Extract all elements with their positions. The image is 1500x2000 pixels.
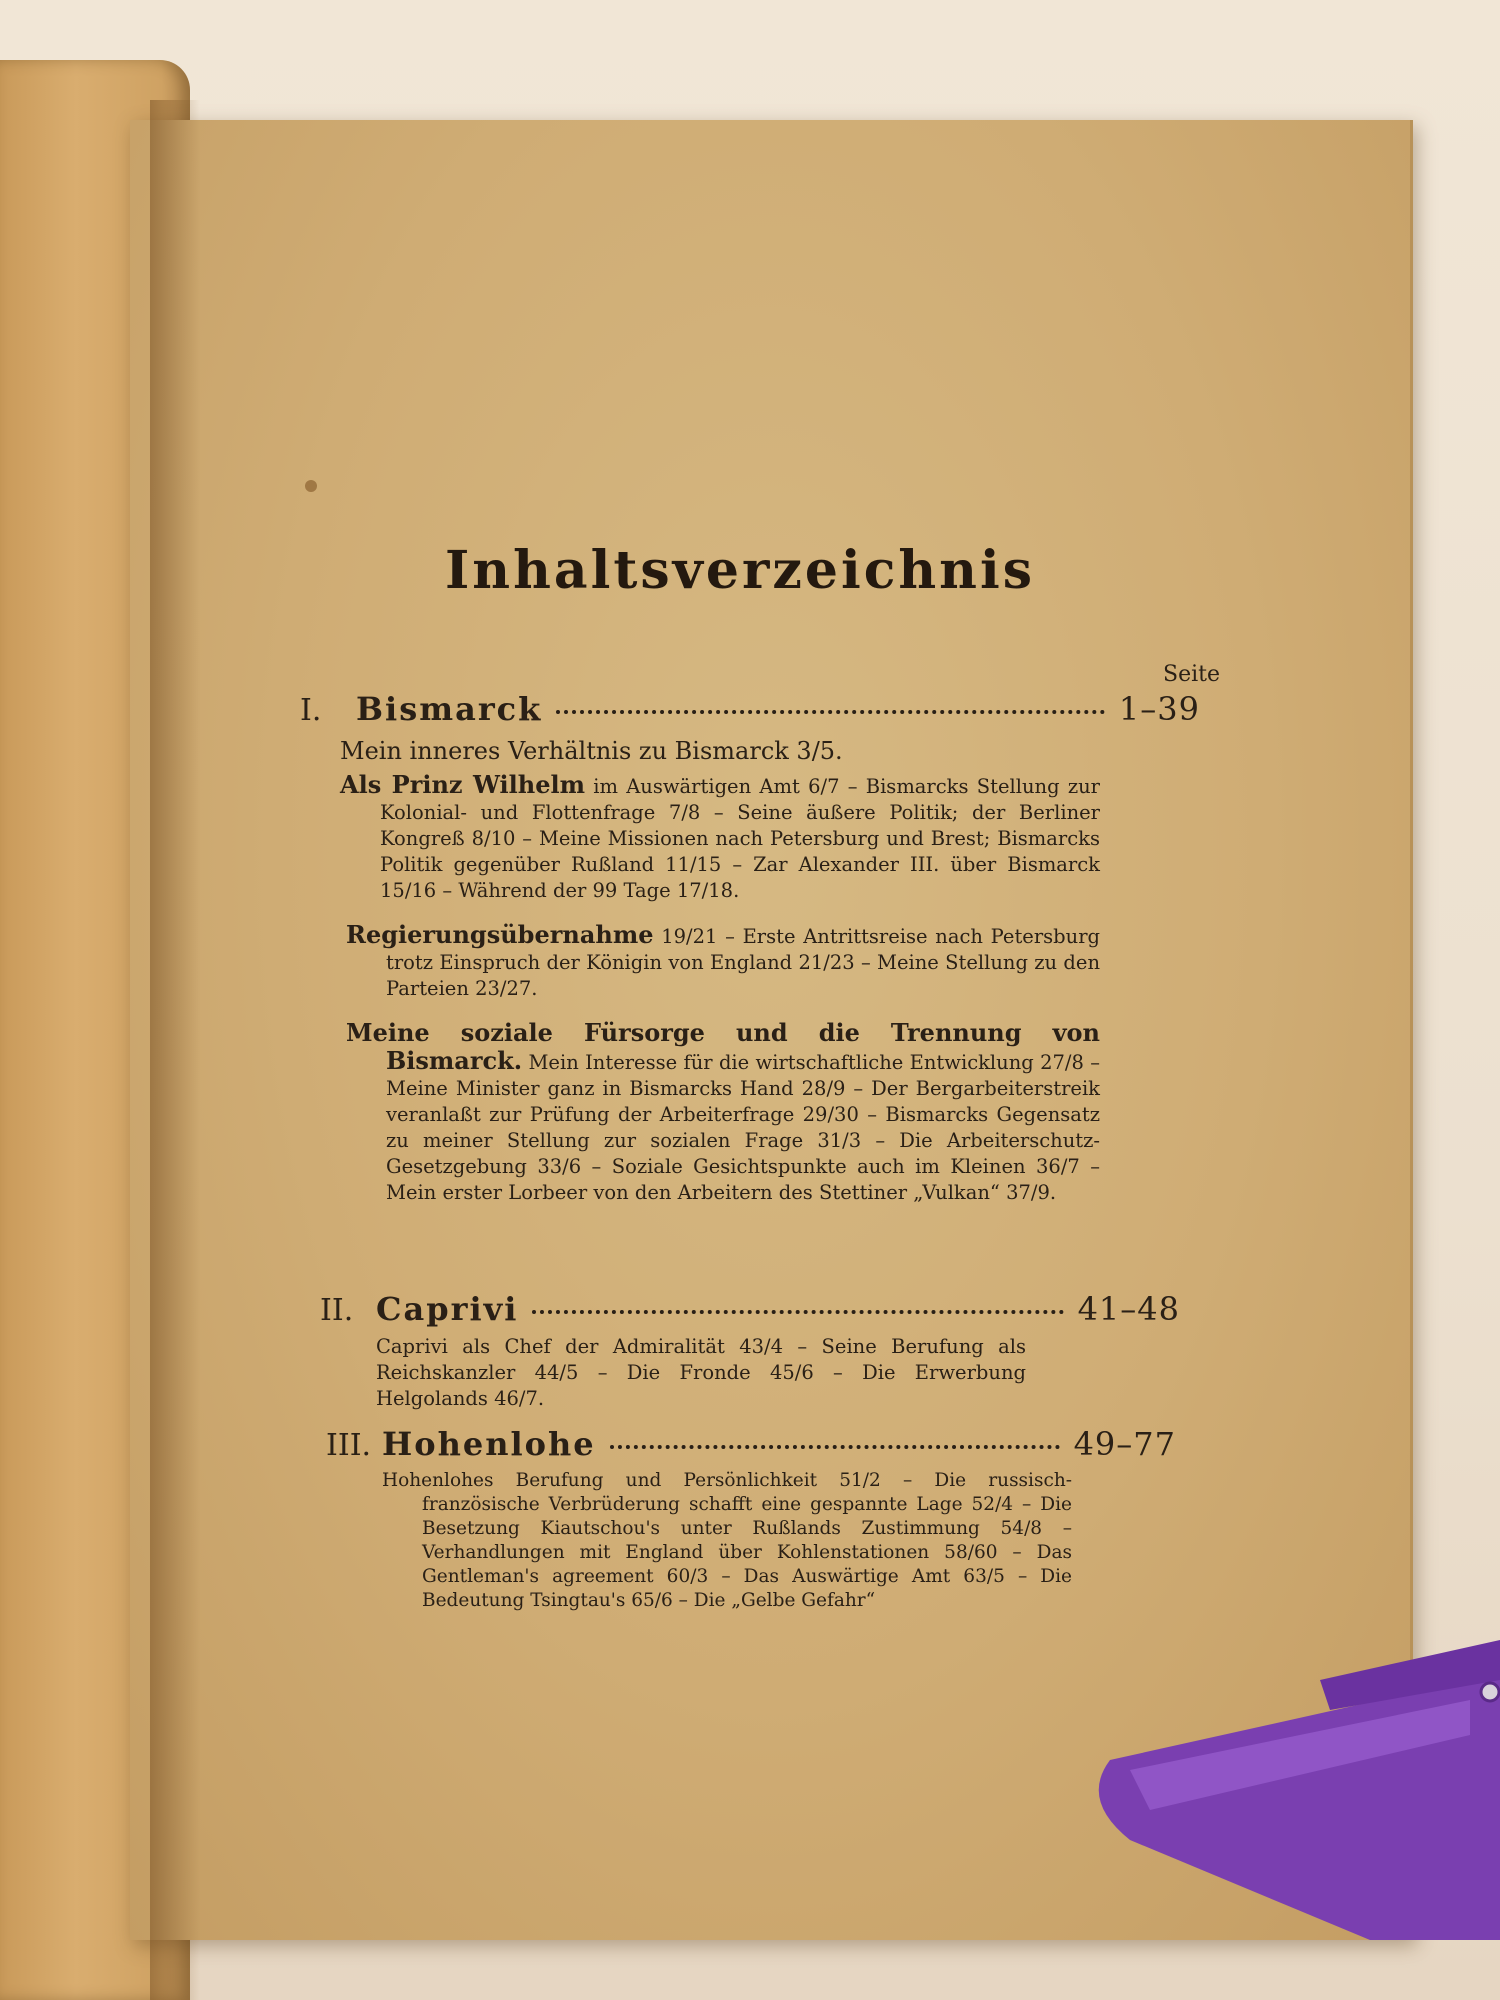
- chapter-name: Caprivi: [376, 1290, 519, 1328]
- chapter-summary: Hohenlohes Berufung und Persönlichkeit 51/2 – Die russisch-französische Verbrüderung schafft eine gespannte Lage 52/4 – Die Besetzung Kiautschou's unter Rußlands Zustimmung 54/8 – Verhandlungen mit England über Kohlenstationen 58/60 – Das Gentleman's agreement 60/3 – Das Auswärtige Amt 63/5 – Die Bedeutung Tsingtau's 65/6 – Die „Gelbe Gefahr“: [382, 1470, 1072, 1611]
- section-entry: [346, 1020, 1100, 1206]
- chapter-hohenlohe: [326, 1425, 1176, 1613]
- toc-title: Inhaltsverzeichnis: [444, 540, 1036, 601]
- page-stain: [305, 480, 317, 492]
- chapter-heading-row: [320, 1290, 1180, 1328]
- chapter-name: Bismarck: [356, 690, 543, 728]
- chapter-heading-row: [300, 690, 1200, 728]
- chapter-content: [340, 736, 1100, 1206]
- section-heading: Regierungsübernahme: [346, 920, 654, 949]
- chapter-number: II.: [320, 1293, 354, 1328]
- leader-dots: [556, 710, 1105, 714]
- section-text: 19/21 – Erste Antrittsreise nach Petersburg trotz Einspruch der Königin von England 21/23 – Meine Stellung zu den Parteien 23/27.: [386, 925, 1100, 1000]
- section-text: im Auswärtigen Amt 6/7 – Bismarcks Stellung zur Kolonial- und Flottenfrage 7/8 – Seine äußere Politik; der Berliner Kongreß 8/10 – Meine Missionen nach Petersburg und Brest; Bismarcks Politik gegenüber Rußland 11/15 – Zar Alexander III. über Bismarck 15/16 – Während der 99 Tage 17/18.: [380, 775, 1100, 902]
- chapter-pages: 49–77: [1073, 1425, 1176, 1463]
- leader-dots: [610, 1445, 1060, 1449]
- chapter-intro: Mein inneres Verhältnis zu Bismarck 3/5.: [340, 737, 843, 765]
- chapter-caprivi: [320, 1290, 1180, 1412]
- chapter-number: III.: [326, 1428, 372, 1463]
- chapter-pages: 41–48: [1077, 1290, 1180, 1328]
- chapter-bismarck: [300, 690, 1200, 1206]
- chapter-summary: Caprivi als Chef der Admiralität 43/4 – Seine Berufung als Reichskanzler 44/5 – Die Fronde 45/6 – Die Erwerbung Helgolands 46/7.: [376, 1335, 1026, 1410]
- chapter-pages: 1–39: [1118, 690, 1200, 728]
- spine-shadow: [150, 100, 200, 2000]
- section-heading: Als Prinz Wilhelm: [340, 770, 585, 799]
- chapter-name: Hohenlohe: [382, 1425, 596, 1463]
- chapter-heading-row: [326, 1425, 1176, 1463]
- section-entry: [346, 922, 1100, 1002]
- section-text: Mein Interesse für die wirtschaftliche Entwicklung 27/8 – Meine Minister ganz in Bismarcks Hand 28/9 – Der Bergarbeiterstreik veranlaßt zur Prüfung der Arbeiterfrage 29/30 – Bismarcks Gegensatz zu meiner Stellung zur sozialen Frage 31/3 – Die Arbeiterschutz-Gesetzgebung 33/6 – Soziale Gesichtspunkte auch im Kleinen 36/7 – Mein erster Lorbeer von den Arbeitern des Stettiner „Vulkan“ 37/9.: [386, 1051, 1100, 1204]
- purple-clip-icon: [1070, 1640, 1500, 1940]
- chapter-number: I.: [300, 693, 322, 728]
- page-column-label: Seite: [1163, 662, 1220, 687]
- section-entry: [340, 772, 1100, 904]
- section-heading: Meine soziale Fürsorge und die Trennung von Bismarck.: [346, 1018, 1100, 1075]
- leader-dots: [532, 1310, 1063, 1314]
